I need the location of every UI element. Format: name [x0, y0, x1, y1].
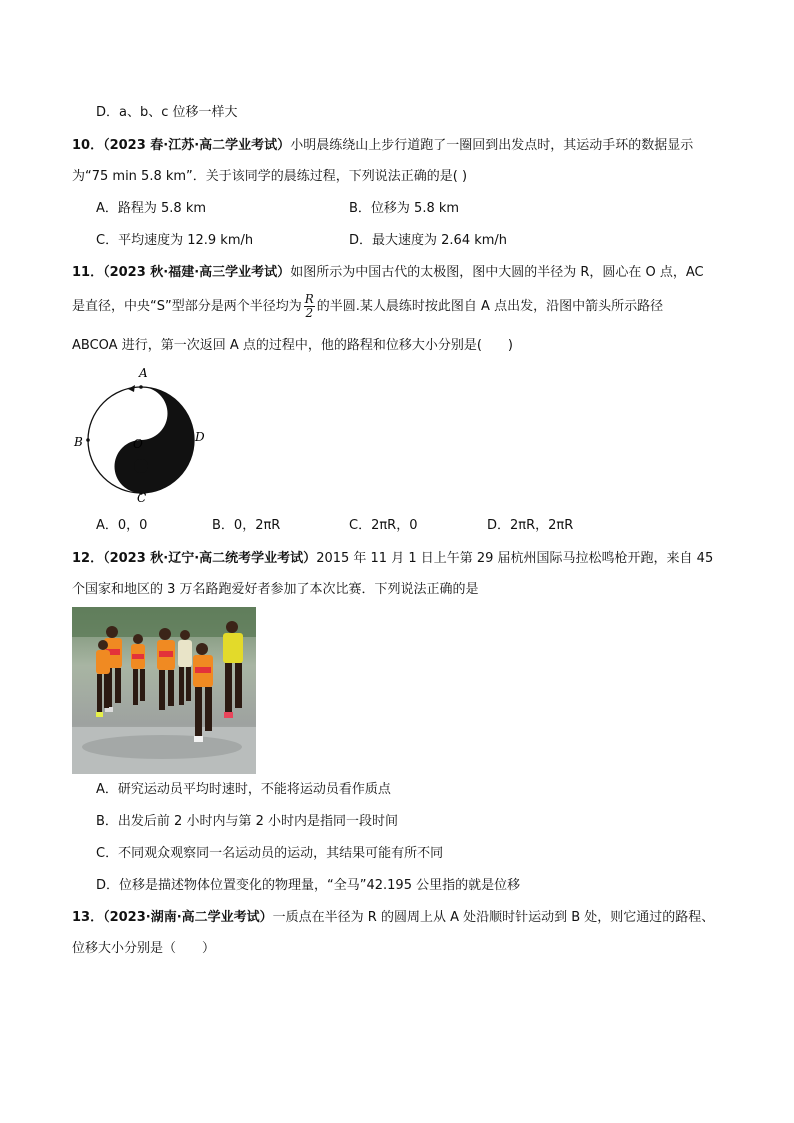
- fraction-r-over-2: [304, 293, 315, 320]
- q10-text: 小明晨练绕山上步行道跑了一圈回到出发点时，其运动手环的数据显示: [290, 138, 694, 153]
- q13-number: 13．: [72, 910, 104, 925]
- label-d: D: [195, 430, 205, 444]
- q10-option-b: B．位移为 5.8 km: [349, 201, 460, 216]
- label-o: O: [133, 437, 143, 451]
- q10-option-a: A．路程为 5.8 km: [96, 201, 207, 216]
- point-b: [86, 438, 90, 442]
- q10-stem-line1: [72, 136, 693, 156]
- point-a: [139, 385, 143, 389]
- q11-source: （2023 秋·福建·高三学业考试）: [103, 265, 291, 280]
- q10-stem-line2: 为“75 min 5.8 km”．关于该同学的晨练过程，下列说法正确的是( ): [72, 169, 468, 184]
- marathon-photo: [72, 607, 256, 774]
- q10-option-d: D．最大速度为 2.64 km/h: [349, 233, 508, 248]
- q12-stem-line2: 个国家和地区的 3 万名路跑爱好者参加了本次比赛．下列说法正确的是: [72, 582, 479, 597]
- taiji-white-dot: [134, 406, 148, 420]
- q13-stem-line1: [72, 908, 714, 928]
- q13-stem-line2: 位移大小分别是（ ）: [72, 941, 216, 956]
- q11-option-a: A．0，0: [96, 518, 148, 533]
- q11-option-d: D．2πR，2πR: [487, 518, 574, 533]
- q12-stem-line1: [72, 549, 713, 569]
- label-b: B: [74, 435, 83, 449]
- q11-option-b: B．0，2πR: [212, 518, 281, 533]
- taiji-diagram: [72, 365, 212, 505]
- q12-option-a: A．研究运动员平均时速时，不能将运动员看作质点: [96, 782, 391, 797]
- q12-number: 12．: [72, 551, 104, 566]
- q11-option-c: C．2πR，0: [349, 518, 418, 533]
- q11-number: 11．: [72, 265, 104, 280]
- q12-source: （2023 秋·辽宁·高二统考学业考试）: [103, 551, 317, 566]
- q12-option-b: B．出发后前 2 小时内与第 2 小时内是指同一段时间: [96, 814, 398, 829]
- q10-source: （2023 春·江苏·高二学业考试）: [103, 138, 291, 153]
- q13-text: 一质点在半径为 R 的圆周上从 A 处沿顺时针运动到 B 处，则它通过的路程、: [272, 910, 715, 925]
- q11-stem-line2: [72, 292, 663, 322]
- q11-text: 如图所示为中国古代的太极图，图中大圆的半径为 R，圆心在 O 点，AC: [290, 265, 704, 280]
- q9-option-d: D．a、b、c 位移一样大: [96, 105, 238, 120]
- q11-stem-line3: ABCOA 进行，第一次返回 A 点的过程中，他的路程和位移大小分别是( ): [72, 338, 513, 353]
- q11-stem-line1: [72, 263, 704, 283]
- q11-text-a: 是直径，中央“S”型部分是两个半径均为: [72, 299, 302, 314]
- q13-source: （2023·湖南·高二学业考试）: [103, 910, 273, 925]
- q10-option-c: C．平均速度为 12.9 km/h: [96, 233, 254, 248]
- q12-option-d: D．位移是描述物体位置变化的物理量，“全马”42.195 公里指的就是位移: [96, 878, 521, 893]
- label-c: C: [137, 491, 147, 505]
- taiji-black-dot: [134, 459, 148, 473]
- q11-text-b: 的半圆.某人晨练时按此图自 A 点出发，沿图中箭头所示路径: [316, 299, 664, 314]
- q10-number: 10．: [72, 138, 104, 153]
- fraction-numerator: R: [304, 292, 314, 306]
- q12-option-c: C．不同观众观察同一名运动员的运动，其结果可能有所不同: [96, 846, 444, 861]
- q12-text: 2015 年 11 月 1 日上午第 29 届杭州国际马拉松鸣枪开跑，来自 45: [316, 551, 714, 566]
- fraction-denominator: 2: [305, 306, 314, 320]
- label-a: A: [139, 366, 148, 380]
